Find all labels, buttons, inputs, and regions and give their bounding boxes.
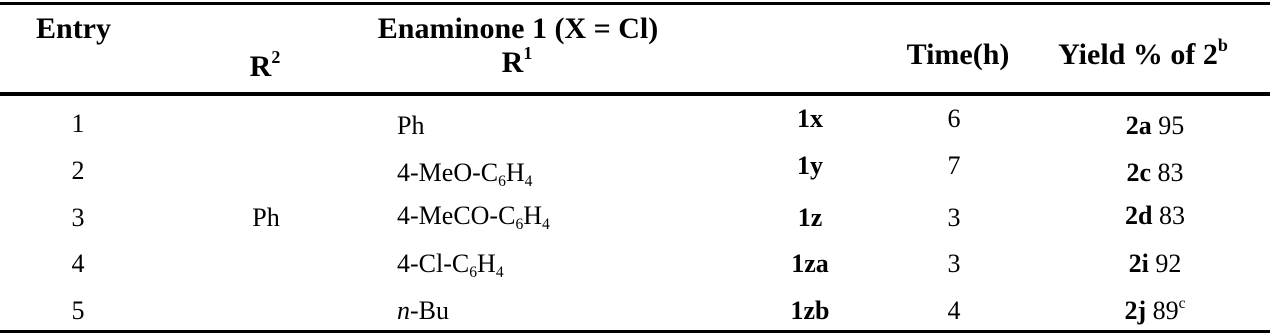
yield-cell: 2c 83 bbox=[1126, 158, 1184, 187]
r1-cell: Ph bbox=[397, 111, 425, 140]
yield-cell: 2d 83 bbox=[1125, 201, 1185, 230]
r1-cell: n-Bu bbox=[397, 296, 449, 325]
time-cell: 3 bbox=[947, 249, 961, 278]
r1-cell: $4-Cl-C_6H_4$ bbox=[397, 249, 504, 281]
entry-cell: 4 bbox=[71, 249, 85, 278]
compound-cell: 1x bbox=[797, 104, 823, 133]
compound-cell: 1za bbox=[791, 249, 829, 278]
r2-value: Ph bbox=[252, 203, 280, 232]
r1-cell: $4-MeO-C_6H_4$ bbox=[397, 158, 533, 190]
header-entry: Entry bbox=[36, 12, 111, 45]
header-r2: $R^2$ bbox=[249, 47, 281, 83]
time-cell: 6 bbox=[947, 104, 961, 133]
compound-cell: 1y bbox=[797, 151, 823, 180]
yield-cell: 2j 89$^c$ bbox=[1124, 295, 1186, 325]
compound-cell: 1zb bbox=[790, 296, 830, 325]
table-top-rule bbox=[0, 2, 1270, 5]
table-bottom-rule bbox=[0, 330, 1270, 333]
entry-cell: 3 bbox=[71, 203, 85, 232]
r1-cell: $4-MeCO-C_6H_4$ bbox=[397, 201, 550, 233]
header-enaminone: Enaminone 1 (X = Cl) bbox=[377, 12, 659, 45]
compound-cell: 1z bbox=[797, 203, 823, 232]
time-cell: 7 bbox=[947, 151, 961, 180]
entry-cell: 5 bbox=[71, 296, 85, 325]
yield-cell: 2i 92 bbox=[1128, 249, 1182, 278]
entry-cell: 2 bbox=[71, 156, 85, 185]
header-yield: Yield % of 2$^b$ bbox=[1058, 35, 1228, 71]
header-r1: $R^1$ bbox=[501, 43, 533, 79]
time-cell: 3 bbox=[947, 203, 961, 232]
yield-cell: 2a 95 bbox=[1125, 111, 1185, 140]
entry-cell: 1 bbox=[71, 109, 85, 138]
table-header-rule bbox=[0, 92, 1270, 96]
time-cell: 4 bbox=[947, 296, 961, 325]
header-time: Time(h) bbox=[906, 38, 1010, 71]
